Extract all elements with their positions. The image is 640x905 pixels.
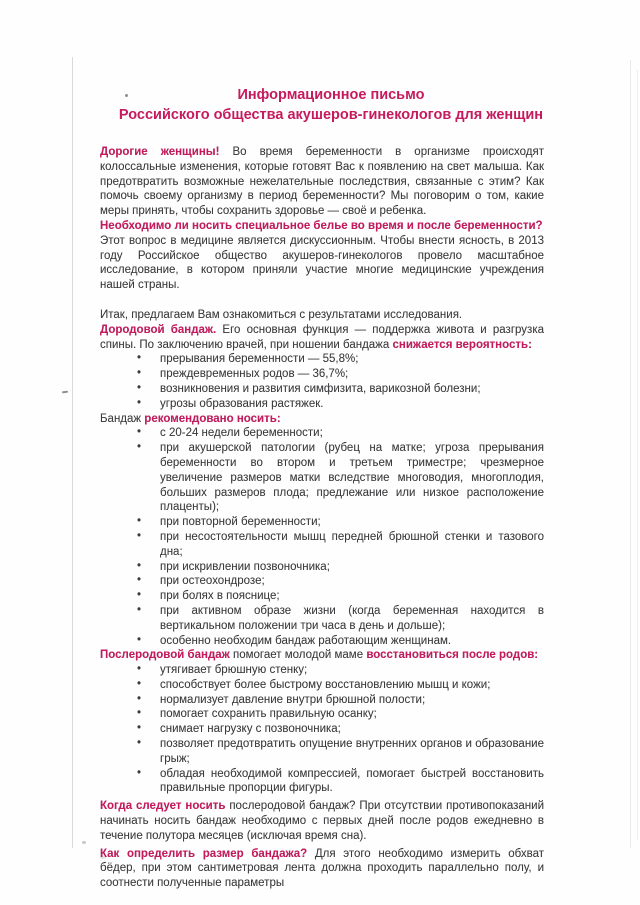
postnatal-benefits-list <box>100 663 544 796</box>
list-item <box>100 722 544 737</box>
when-to-wear-lead: Когда следует носить <box>100 800 226 813</box>
list-item-text: позволяет предотвратить опущение внутренних органов и образование грыж; <box>160 738 544 765</box>
list-item <box>100 397 544 412</box>
list-item <box>100 530 544 560</box>
document-title-line1: Информационное письмо <box>237 87 425 103</box>
paragraph-results-intro: Итак, предлагаем Вам ознакомиться с результатами исследования. <box>100 308 463 321</box>
intro-lead: Дорогие женщины! <box>100 146 220 158</box>
bullet-icon: • <box>137 722 142 735</box>
list-item <box>100 693 544 708</box>
bullet-icon: • <box>137 426 142 439</box>
postnatal-lead: Послеродовой бандаж <box>100 649 230 662</box>
list-item <box>100 589 544 604</box>
bullet-icon: • <box>137 677 142 690</box>
bullet-icon: • <box>137 559 142 572</box>
list-item <box>100 663 544 678</box>
prenatal-highlight: снижается вероятность: <box>392 338 532 351</box>
bullet-icon: • <box>137 633 142 646</box>
when-to-wear-body: послеродовой бандаж? При отсутствии противопоказаний начинать носить бандаж необходимо с первых дней после родов ежедневно в течение полутора месяцев (исключая время сна). <box>100 800 544 842</box>
paragraph-sizing <box>100 847 544 891</box>
list-item-text: при болях в пояснице; <box>160 590 280 603</box>
paragraph-postnatal <box>100 648 544 663</box>
list-item-text: прерывания беременности — 55,8%; <box>160 353 359 366</box>
bullet-icon: • <box>137 663 142 676</box>
bullet-icon: • <box>137 515 142 528</box>
document-title-line2: Российского общества акушеров-гинекологов для женщин <box>118 106 544 123</box>
bullet-icon: • <box>137 766 142 779</box>
paragraph-research: Этот вопрос в медицине является дискуссионным. Чтобы внести ясность, в 2013 году Российское общество акушеров-гинекологов провело масштабное исследование, в котором приняли участие многие медицинские учреждения нашей страны. <box>100 234 544 292</box>
page-scan-edge-right-faint <box>637 70 638 840</box>
list-item <box>100 352 544 367</box>
postnatal-highlight: восстановиться после родов: <box>366 649 539 662</box>
bullet-icon: • <box>137 574 142 587</box>
list-item <box>100 737 544 767</box>
page-scan-edge-left <box>72 57 73 848</box>
bullet-icon: • <box>137 396 142 409</box>
list-item-text: при активном образе жизни (когда беременная находится в вертикальном положении три часа в день и дольше); <box>160 604 544 632</box>
postnatal-body: помогает молодой маме <box>229 649 367 662</box>
list-item <box>100 604 544 634</box>
list-item-text: помогает сохранить правильную осанку; <box>160 708 377 721</box>
list-item <box>100 560 544 575</box>
list-item-text: особенно необходим бандаж работающим женщинам. <box>160 634 452 647</box>
paragraph-when-to-wear <box>100 799 544 843</box>
sizing-body: Для этого необходимо измерить обхват бёдер, при этом сантиметровая лента должна проходить параллельно полу, и соотнести полученные параметры <box>100 847 544 890</box>
list-item <box>100 367 544 382</box>
recommend-highlight: рекомендовано носить: <box>144 412 281 425</box>
prenatal-recommendations-list <box>100 426 544 648</box>
list-item <box>100 382 544 397</box>
list-item <box>100 707 544 722</box>
sizing-lead: Как определить размер бандажа? <box>100 847 308 860</box>
scan-speck <box>82 841 86 844</box>
recommend-lead: Бандаж <box>100 412 145 425</box>
list-item-text: при остеохондрозе; <box>160 575 265 588</box>
bullet-icon: • <box>137 529 142 542</box>
list-item-text: обладая необходимой компрессией, помогает быстрей восстановить правильные пропорции фигуры. <box>160 767 544 795</box>
list-item <box>100 574 544 589</box>
list-item <box>100 678 544 693</box>
bullet-icon: • <box>137 441 142 454</box>
intro-body: Во время беременности в организме происходят колоссальные изменения, которые готовят Вас к появлению на свет малыша. Как предотвратить возможные нежелательные последствия, связанные с этим? Как помочь своему организму в период беременности? Мы поговорим о том, какие меры принять, чтобы сохранить здоровье — своё и ребенка. <box>100 146 544 218</box>
bullet-icon: • <box>137 737 142 750</box>
list-item-text: способствует более быстрому восстановлению мышц и кожи; <box>160 678 491 691</box>
paragraph-prenatal <box>100 323 544 353</box>
list-item-text: нормализует давление внутри брюшной полости; <box>160 693 426 706</box>
scan-speck <box>62 391 68 394</box>
list-item-text: снимает нагрузку с позвоночника; <box>160 723 341 736</box>
list-item <box>100 441 544 515</box>
list-item <box>100 767 544 797</box>
list-item-text: при повторной беременности; <box>160 516 321 529</box>
list-item-text: при искривлении позвоночника; <box>160 560 330 573</box>
bullet-icon: • <box>137 603 142 616</box>
paragraph-recommend <box>100 412 544 427</box>
bullet-icon: • <box>137 707 142 720</box>
document-content <box>100 86 544 891</box>
list-item-text: при несостоятельности мышц передней брюшной стенки и тазового дна; <box>160 530 544 558</box>
bullet-icon: • <box>137 352 142 365</box>
list-item-text: утягивает брюшную стенку; <box>160 664 308 677</box>
bullet-icon: • <box>137 381 142 394</box>
document-title <box>100 86 544 125</box>
prenatal-body: Его основная функция — поддержка живота и разгрузка спины. По заключению врачей, при ношении бандажа <box>100 323 544 351</box>
bullet-icon: • <box>137 589 142 602</box>
list-item-text: угрозы образования растяжек. <box>160 397 324 410</box>
list-item-text: преждевременных родов — 36,7%; <box>160 368 349 381</box>
list-item-text: при акушерской патологии (рубец на матке; угроза прерывания беременности во втором и третьем триместре; чрезмерное увеличение размеров матки вследствие многоводия, многоплодия, больших размеров плода; предлежание или низкое расположение плаценты); <box>160 442 544 514</box>
page-scan-edge-right <box>630 60 631 848</box>
list-item-text: с 20-24 недели беременности; <box>160 427 323 440</box>
list-item <box>100 634 544 649</box>
list-item <box>100 515 544 530</box>
list-item-text: возникновения и развития симфизита, варикозной болезни; <box>160 382 481 395</box>
prenatal-benefits-list <box>100 352 544 411</box>
paragraph-intro <box>100 145 544 219</box>
bullet-icon: • <box>137 367 142 380</box>
list-item <box>100 426 544 441</box>
question-heading: Необходимо ли носить специальное белье во время и после беременности? <box>100 219 543 232</box>
bullet-icon: • <box>137 692 142 705</box>
prenatal-lead: Дородовой бандаж. <box>100 323 217 336</box>
